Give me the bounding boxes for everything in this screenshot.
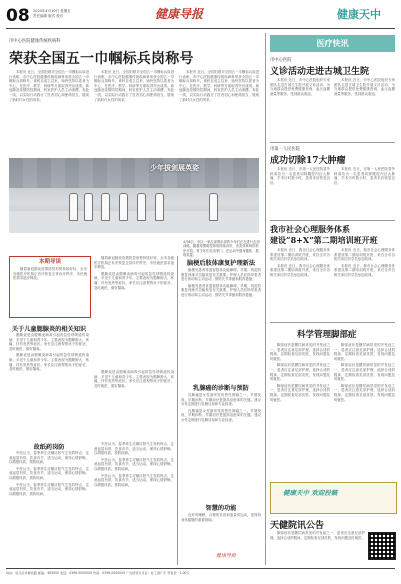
left-subbody-2: 中医认为，春季养生应顺应阳气生发的特点，注意起居有常，饮食有节，适当运动，保持心情舒畅，以增强体质，预防疾病。 bbox=[94, 473, 174, 487]
photo-caption: 4月6日，市区一家击剑俱乐部的少年们正在进行击剑训练。随着疫情防控形势持续向好，各类体育场馆有序开放，青少年们走出家门，在运动中强身健体，展现英姿。 bbox=[183, 240, 260, 258]
left-subbody-2: 中医认为，春季养生应顺应阳气生发的特点，注意起居有常，饮食有节，适当运动，保持心情舒畅，以增强体质，预防疾病。 bbox=[94, 457, 174, 471]
photo-floor bbox=[9, 211, 259, 233]
article3-body-col2 bbox=[334, 248, 395, 318]
guide-box-body-wrap bbox=[10, 265, 90, 319]
guide-box-body: 随着新冠肺炎疫情防控形势持续好转，全市各级医疗机构正有序恢复正常诊疗秩序，市民就医需求逐步释放。 bbox=[13, 267, 87, 281]
article2-body: 本报讯 近日，市第一人民医院普外科成功为一名患者切除腹腔内巨大肿瘤，手术历时数小时，患者术后恢复良好。 bbox=[270, 167, 330, 185]
section-title: 健康天中 bbox=[337, 8, 381, 21]
middle-subhead-3: 智慧的功能 bbox=[205, 505, 237, 512]
left-body: 腮腺炎是由腮腺炎病毒引起的急性呼吸道传染病，多见于儿童和青少年。主要表现为腮腺肿大、疼痛，伴有发热等症状。家长应注意观察孩子的症状，及时就医，做好隔离。 bbox=[94, 271, 174, 290]
article3-body: 本报讯 近日，我市社会心理服务体系建设第二期培训班开班，来自全市各相关单位的学员参加培训。 bbox=[334, 263, 395, 277]
photo-wall bbox=[9, 158, 259, 188]
article1-body-col2 bbox=[334, 78, 395, 138]
middle-body-2: 乳腺癌是女性最常见的恶性肿瘤之一。早期发现、早期诊断、早期治疗是提高治愈率的关键。建议女性定期进行乳腺自检和专业检查。 bbox=[181, 408, 261, 422]
header-divider bbox=[6, 28, 395, 29]
middle-body-2: 乳腺癌是女性最常见的恶性肿瘤之一。早期发现、早期诊断、早期治疗是提高治愈率的关键。建议女性定期进行乳腺自检和专业检查。 bbox=[181, 393, 261, 407]
page-number: 08 bbox=[6, 6, 30, 26]
fencer-figure bbox=[209, 193, 218, 221]
article2-kicker: 市第一人民医院 bbox=[270, 147, 301, 152]
article2-headline: 成功切除17大肿瘤 bbox=[270, 156, 346, 166]
fencing-photo bbox=[9, 158, 259, 233]
middle-body-1: 脑梗死患者常遗留肢体功能障碍，早期、规范的康复训练对功能恢复至关重要。护理人员应指导患者进行被动和主动运动，预防关节挛缩和肌肉萎缩。 bbox=[181, 268, 261, 282]
science-body: 脚部症状是糖尿病常见的并发症之一，患者应注意足部护理，选择合适的鞋袜，定期检查足部皮肤，发现问题及时就医。 bbox=[270, 343, 330, 361]
left-subbody-1-wrap bbox=[9, 333, 89, 438]
right-divider bbox=[270, 322, 395, 323]
lead-body-col3 bbox=[179, 70, 259, 155]
science-body: 脚部症状是糖尿病常见的并发症之一，患者应注意足部护理，选择合适的鞋袜，定期检查足部皮肤，发现问题及时就医。 bbox=[334, 383, 395, 402]
article1-headline: 义诊活动走进古城卫生院 bbox=[270, 67, 370, 77]
science-column-headline: 科学管理脚部症 bbox=[297, 330, 357, 340]
fencer-figure bbox=[69, 193, 78, 221]
lead-kicker: 市中心医院健康传统疾病科 bbox=[9, 39, 61, 44]
editor-credit: 责任编辑 版式 校对 bbox=[33, 14, 64, 18]
public-notice-headline: 天健院讯公告 bbox=[270, 521, 325, 531]
left-subbody-2: 中医认为，春季养生应顺应阳气生发的特点，注意起居有常，饮食有节，适当运动，保持心情舒畅，以增强体质，预防疾病。 bbox=[9, 482, 89, 496]
left-col2-bottom bbox=[94, 442, 174, 565]
middle-body-3-wrap bbox=[181, 513, 261, 553]
article1-body-col1 bbox=[270, 78, 330, 138]
lead-body-col1 bbox=[9, 70, 89, 155]
article3-body-col1 bbox=[270, 248, 330, 318]
lead-body-col2 bbox=[94, 70, 174, 155]
left-subbody-2: 中医认为，春季养生应顺应阳气生发的特点，注意起居有常，饮食有节，适当运动，保持心情舒畅，以增强体质，预防疾病。 bbox=[94, 442, 174, 456]
middle-subhead-2: 乳腺癌的诊断与预防 bbox=[193, 385, 249, 392]
science-body: 脚部症状是糖尿病常见的并发症之一，患者应注意足部护理，选择合适的鞋袜，定期检查足部皮肤，发现问题及时就医。 bbox=[270, 383, 330, 402]
public-notice-body: 脚部症状是糖尿病常见的并发症之一，患者应注意足部护理，选择合适的鞋袜，定期检查足部皮肤，发现问题及时就医。 bbox=[270, 531, 365, 540]
left-subbody-2: 中医认为，春季养生应顺应阳气生发的特点，注意起居有常，饮食有节，适当运动，保持心情舒畅，以增强体质，预防疾病。 bbox=[9, 451, 89, 465]
article2-body-col1 bbox=[270, 167, 330, 217]
left-subhead-2: 故纸药岗防 bbox=[33, 444, 65, 451]
issue-date: 2020年4月10日 星期五 bbox=[33, 9, 71, 13]
left-subbody-1: 腮腺炎是由腮腺炎病毒引起的急性呼吸道传染病，多见于儿童和青少年。主要表现为腮腺肿大、疼痛，伴有发热等症状。家长应注意观察孩子的症状，及时就医，做好隔离。 bbox=[9, 353, 89, 372]
submission-ad-box bbox=[270, 482, 397, 514]
article3-headline: 我市社会心理服务体系 bbox=[270, 224, 350, 234]
lead-body: 本报讯 近日，全国妇联对全国五一巾帼标兵岗进行表彰，市中心医院健康传统疾病科荣获全国五一巾帼标兵岗称号。该科自成立以来，始终坚持以患者为中心，在医疗、教学、科研等方面取得突出成绩。新冠肺炎疫情防控期间，科室医护人员主动请缨，奔赴一线，以实际行动践行了医者初心和使命担当，展现了新时代女性的风采。 bbox=[179, 70, 259, 102]
news-banner: 医疗快讯 bbox=[270, 35, 395, 52]
article2-body: 本报讯 近日，市第一人民医院普外科成功为一名患者切除腹腔内巨大肿瘤，手术历时数小时，患者术后恢复良好。 bbox=[334, 167, 395, 185]
middle-body-3: 良好的睡眠、合理的饮食和适量的运动，是保持身体健康的重要基础。 bbox=[181, 513, 261, 522]
guide-box-head: 本期导读 bbox=[38, 259, 61, 265]
fencer-figure bbox=[119, 193, 128, 221]
fencer-figure bbox=[101, 193, 110, 221]
footer-info: 地址：驻马店市解放路 邮编：463000 电话：0396-0000000 传真：0396-0000000 广告经营许可证：驻工商广字 零售价：1.00元 bbox=[6, 571, 190, 575]
left-subbody-2: 中医认为，春季养生应顺应阳气生发的特点，注意起居有常，饮食有节，适当运动，保持心情舒畅，以增强体质，预防疾病。 bbox=[9, 466, 89, 480]
right-divider bbox=[270, 142, 395, 143]
article2-body-col2 bbox=[334, 167, 395, 217]
middle-body-2-wrap bbox=[181, 393, 261, 498]
photo-caption-left bbox=[9, 240, 179, 252]
left-col2-continued bbox=[94, 370, 174, 438]
left-subbody-1: 腮腺炎是由腮腺炎病毒引起的急性呼吸道传染病，多见于儿童和青少年。主要表现为腮腺肿大、疼痛，伴有发热等症状。家长应注意观察孩子的症状，及时就医，做好隔离。 bbox=[94, 370, 174, 388]
column-divider bbox=[177, 256, 178, 565]
science-body: 脚部症状是糖尿病常见的并发症之一，患者应注意足部护理，选择合适的鞋袜，定期检查足部皮肤，发现问题及时就医。 bbox=[334, 363, 395, 382]
article3-headline-2: 建设“8+X”第二期培训班开班 bbox=[270, 235, 378, 245]
right-column-divider bbox=[265, 33, 266, 565]
guide-box bbox=[9, 256, 91, 318]
science-body-col2 bbox=[334, 343, 395, 478]
bottom-seal: 健康导报 bbox=[216, 553, 237, 559]
left-subbody-1: 腮腺炎是由腮腺炎病毒引起的急性呼吸道传染病，多见于儿童和青少年。主要表现为腮腺肿大、疼痛，伴有发热等症状。家长应注意观察孩子的症状，及时就医，做好隔离。 bbox=[9, 333, 89, 351]
middle-body-1-wrap bbox=[181, 268, 261, 378]
article1-body: 本报讯 近日，市中心医院组织专家团队走进古城卫生院开展义诊活动，为当地群众提供免费健康咨询、血压血糖测量等服务，受到群众欢迎。 bbox=[270, 78, 330, 96]
masthead-logo: 健康导报 bbox=[155, 7, 204, 21]
right-divider bbox=[270, 220, 395, 221]
left-article-col2 bbox=[94, 256, 174, 366]
article1-body: 本报讯 近日，市中心医院组织专家团队走进古城卫生院开展义诊活动，为当地群众提供免费健康咨询、血压血糖测量等服务，受到群众欢迎。 bbox=[334, 78, 395, 96]
qr-code-icon bbox=[368, 532, 396, 560]
lead-body: 本报讯 近日，全国妇联对全国五一巾帼标兵岗进行表彰，市中心医院健康传统疾病科荣获全国五一巾帼标兵岗称号。该科自成立以来，始终坚持以患者为中心，在医疗、教学、科研等方面取得突出成绩。新冠肺炎疫情防控期间，科室医护人员主动请缨，奔赴一线，以实际行动践行了医者初心和使命担当，展现了新时代女性的风采。 bbox=[94, 70, 174, 102]
middle-body-1: 脑梗死患者常遗留肢体功能障碍，早期、规范的康复训练对功能恢复至关重要。护理人员应指导患者进行被动和主动运动，预防关节挛缩和肌肉萎缩。 bbox=[181, 283, 261, 297]
submission-ad-title: 健康天中 欢迎投稿 bbox=[283, 489, 338, 497]
lead-headline: 荣获全国五一巾帼标兵岗称号 bbox=[9, 51, 194, 67]
science-body: 脚部症状是糖尿病常见的并发症之一，患者应注意足部护理，选择合适的鞋袜，定期检查足部皮肤，发现问题及时就医。 bbox=[334, 343, 395, 361]
public-notice-body-wrap bbox=[270, 531, 365, 565]
article3-body: 本报讯 近日，我市社会心理服务体系建设第二期培训班开班，来自全市各相关单位的学员参加培训。 bbox=[334, 248, 395, 262]
fencer-figure bbox=[155, 193, 164, 221]
fencer-figure bbox=[84, 193, 93, 221]
lead-body: 本报讯 近日，全国妇联对全国五一巾帼标兵岗进行表彰，市中心医院健康传统疾病科荣获全国五一巾帼标兵岗称号。该科自成立以来，始终坚持以患者为中心，在医疗、教学、科研等方面取得突出成绩。新冠肺炎疫情防控期间，科室医护人员主动请缨，奔赴一线，以实际行动践行了医者初心和使命担当，展现了新时代女性的风采。 bbox=[9, 70, 89, 102]
left-subhead-1: 关于儿童腮腺炎的相关知识 bbox=[11, 326, 87, 333]
science-body-col1 bbox=[270, 343, 330, 478]
left-body: 随着新冠肺炎疫情防控形势持续好转，全市各级医疗机构正有序恢复正常诊疗秩序，市民就医需求逐步释放。 bbox=[94, 256, 174, 270]
date-line bbox=[33, 9, 93, 19]
left-subbody-2-wrap bbox=[9, 451, 89, 565]
footer-divider bbox=[6, 568, 395, 569]
science-body: 脚部症状是糖尿病常见的并发症之一，患者应注意足部护理，选择合适的鞋袜，定期检查足部皮肤，发现问题及时就医。 bbox=[270, 363, 330, 382]
article1-kicker: 市中心医院 bbox=[270, 58, 292, 63]
middle-subhead-1: 脑梗后肢体康复护理新法 bbox=[186, 260, 256, 267]
article3-body: 本报讯 近日，我市社会心理服务体系建设第二期培训班开班，来自全市各相关单位的学员参加培训。 bbox=[270, 248, 330, 262]
article3-body: 本报讯 近日，我市社会心理服务体系建设第二期培训班开班，来自全市各相关单位的学员参加培训。 bbox=[270, 263, 330, 277]
fencer-figure bbox=[137, 193, 146, 221]
photo-headline: 少年拔剑展英姿 bbox=[150, 164, 199, 172]
